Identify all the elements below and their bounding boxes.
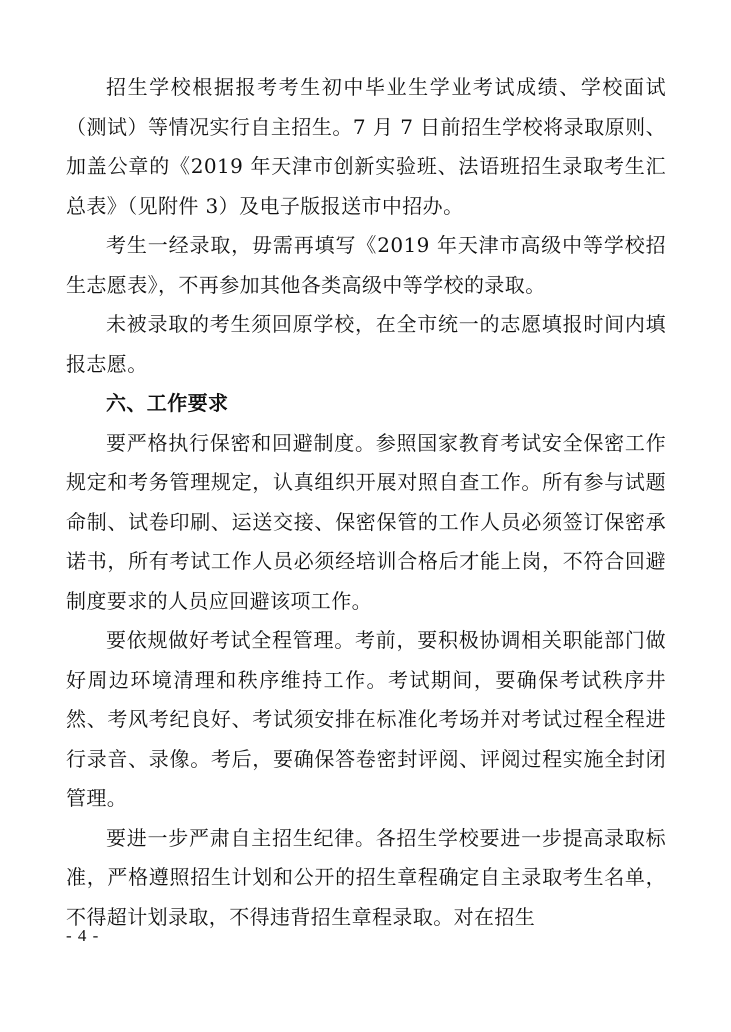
paragraph-discipline: 要进一步严肃自主招生纪律。各招生学校要进一步提高录取标准，严格遵照招生计划和公开的招生章程确定自主录取考生名单，不得超计划录取，不得违背招生章程录取。对在招生 [66, 825, 666, 929]
paragraph-no-refill-form: 考生一经录取，毋需再填写《2019 年天津市高级中等学校招生志愿表》，不再参加其他各类高级中等学校的录取。 [66, 233, 666, 297]
paragraph-not-admitted: 未被录取的考生须回原学校，在全市统一的志愿填报时间内填报志愿。 [66, 312, 666, 376]
paragraph-admission-procedure: 招生学校根据报考考生初中毕业生学业考试成绩、学校面试（测试）等情况实行自主招生。7 月 7 日前招生学校将录取原则、加盖公章的《2019 年天津市创新实验班、法语班招生录取考生汇总表》（见附件 3）及电子版报送市中招办。 [66, 75, 666, 218]
paragraph-exam-management: 要依规做好考试全程管理。考前，要积极协调相关职能部门做好周边环境清理和秩序维持工作。考试期间，要确保考试秩序井然、考风考纪良好、考试须安排在标准化考场并对考试过程全程进行录音、录像。考后，要确保答卷密封评阅、评阅过程实施全封闭管理。 [66, 628, 666, 810]
section-heading-work-requirements: 六、工作要求 [106, 391, 229, 415]
paragraph-confidentiality: 要严格执行保密和回避制度。参照国家教育考试安全保密工作规定和考务管理规定，认真组织开展对照自查工作。所有参与试题命制、试卷印刷、运送交接、保密保管的工作人员必须签订保密承诺书，所有考试工作人员必须经培训合格后才能上岗，不符合回避制度要求的人员应回避该项工作。 [66, 430, 666, 613]
page-number: - 4 - [66, 926, 100, 945]
document-body [66, 68, 666, 937]
